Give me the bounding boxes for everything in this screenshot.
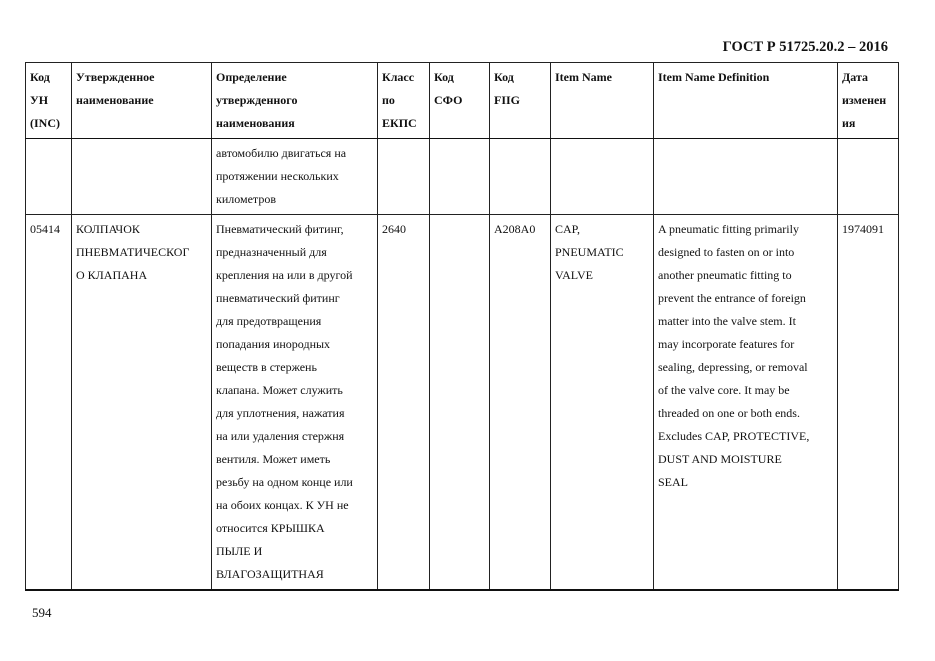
cell-inc [26, 139, 72, 215]
header-row [26, 63, 899, 139]
cell-definition: автомобилю двигаться на протяжении нескольких километров [212, 139, 378, 215]
cell-definition: Пневматический фитинг, предназначенный для крепления на или в другой пневматический фитинг для предотвращения попадания инородных веществ в стержень клапана. Может служить для уплотнения, нажатия на или удаления стержня вентиля. Может иметь резьбу на одном конце или на обоих концах. К УН не относится КРЫШКА ПЫЛЕ И ВЛАГОЗАЩИТНАЯ [212, 215, 378, 591]
cell-item-name-definition [654, 139, 838, 215]
document-code: ГОСТ Р 51725.20.2 – 2016 [722, 39, 888, 55]
cell-item-name [551, 139, 654, 215]
cell-class [378, 139, 430, 215]
header-item-name-definition: Item Name Definition [654, 63, 838, 139]
page-number: 594 [32, 605, 52, 620]
header-fiig: Код FIIG [490, 63, 551, 139]
header-sfo: Код СФО [430, 63, 490, 139]
cell-item-name-definition: A pneumatic fitting primarily designed to fasten on or into another pneumatic fitting to prevent the entrance of foreign matter into the valve stem. It may incorporate features for sealing, depressing, or removal of the valve core. It may be threaded on one or both ends. Excludes CAP, PROTECTIVE, DUST AND MOISTURE SEAL [654, 215, 838, 591]
cell-fiig: A208A0 [490, 215, 551, 591]
cell-sfo [430, 215, 490, 591]
cell-change-date: 1974091 [838, 215, 899, 591]
cell-item-name: CAP, PNEUMATIC VALVE [551, 215, 654, 591]
header-item-name: Item Name [551, 63, 654, 139]
header-approved-name: Утвержденное наименование [72, 63, 212, 139]
table-row [26, 139, 899, 215]
table-row [26, 215, 899, 591]
header-definition: Определение утвержденного наименования [212, 63, 378, 139]
cell-class: 2640 [378, 215, 430, 591]
cell-inc: 05414 [26, 215, 72, 591]
cell-change-date [838, 139, 899, 215]
cell-approved-name [72, 139, 212, 215]
header-class: Класс по ЕКПС [378, 63, 430, 139]
inc-table [25, 62, 899, 591]
cell-approved-name: КОЛПАЧОК ПНЕВМАТИЧЕСКОГ О КЛАПАНА [72, 215, 212, 591]
header-change-date: Дата изменен ия [838, 63, 899, 139]
header-inc: Код УН (INC) [26, 63, 72, 139]
cell-sfo [430, 139, 490, 215]
cell-fiig [490, 139, 551, 215]
